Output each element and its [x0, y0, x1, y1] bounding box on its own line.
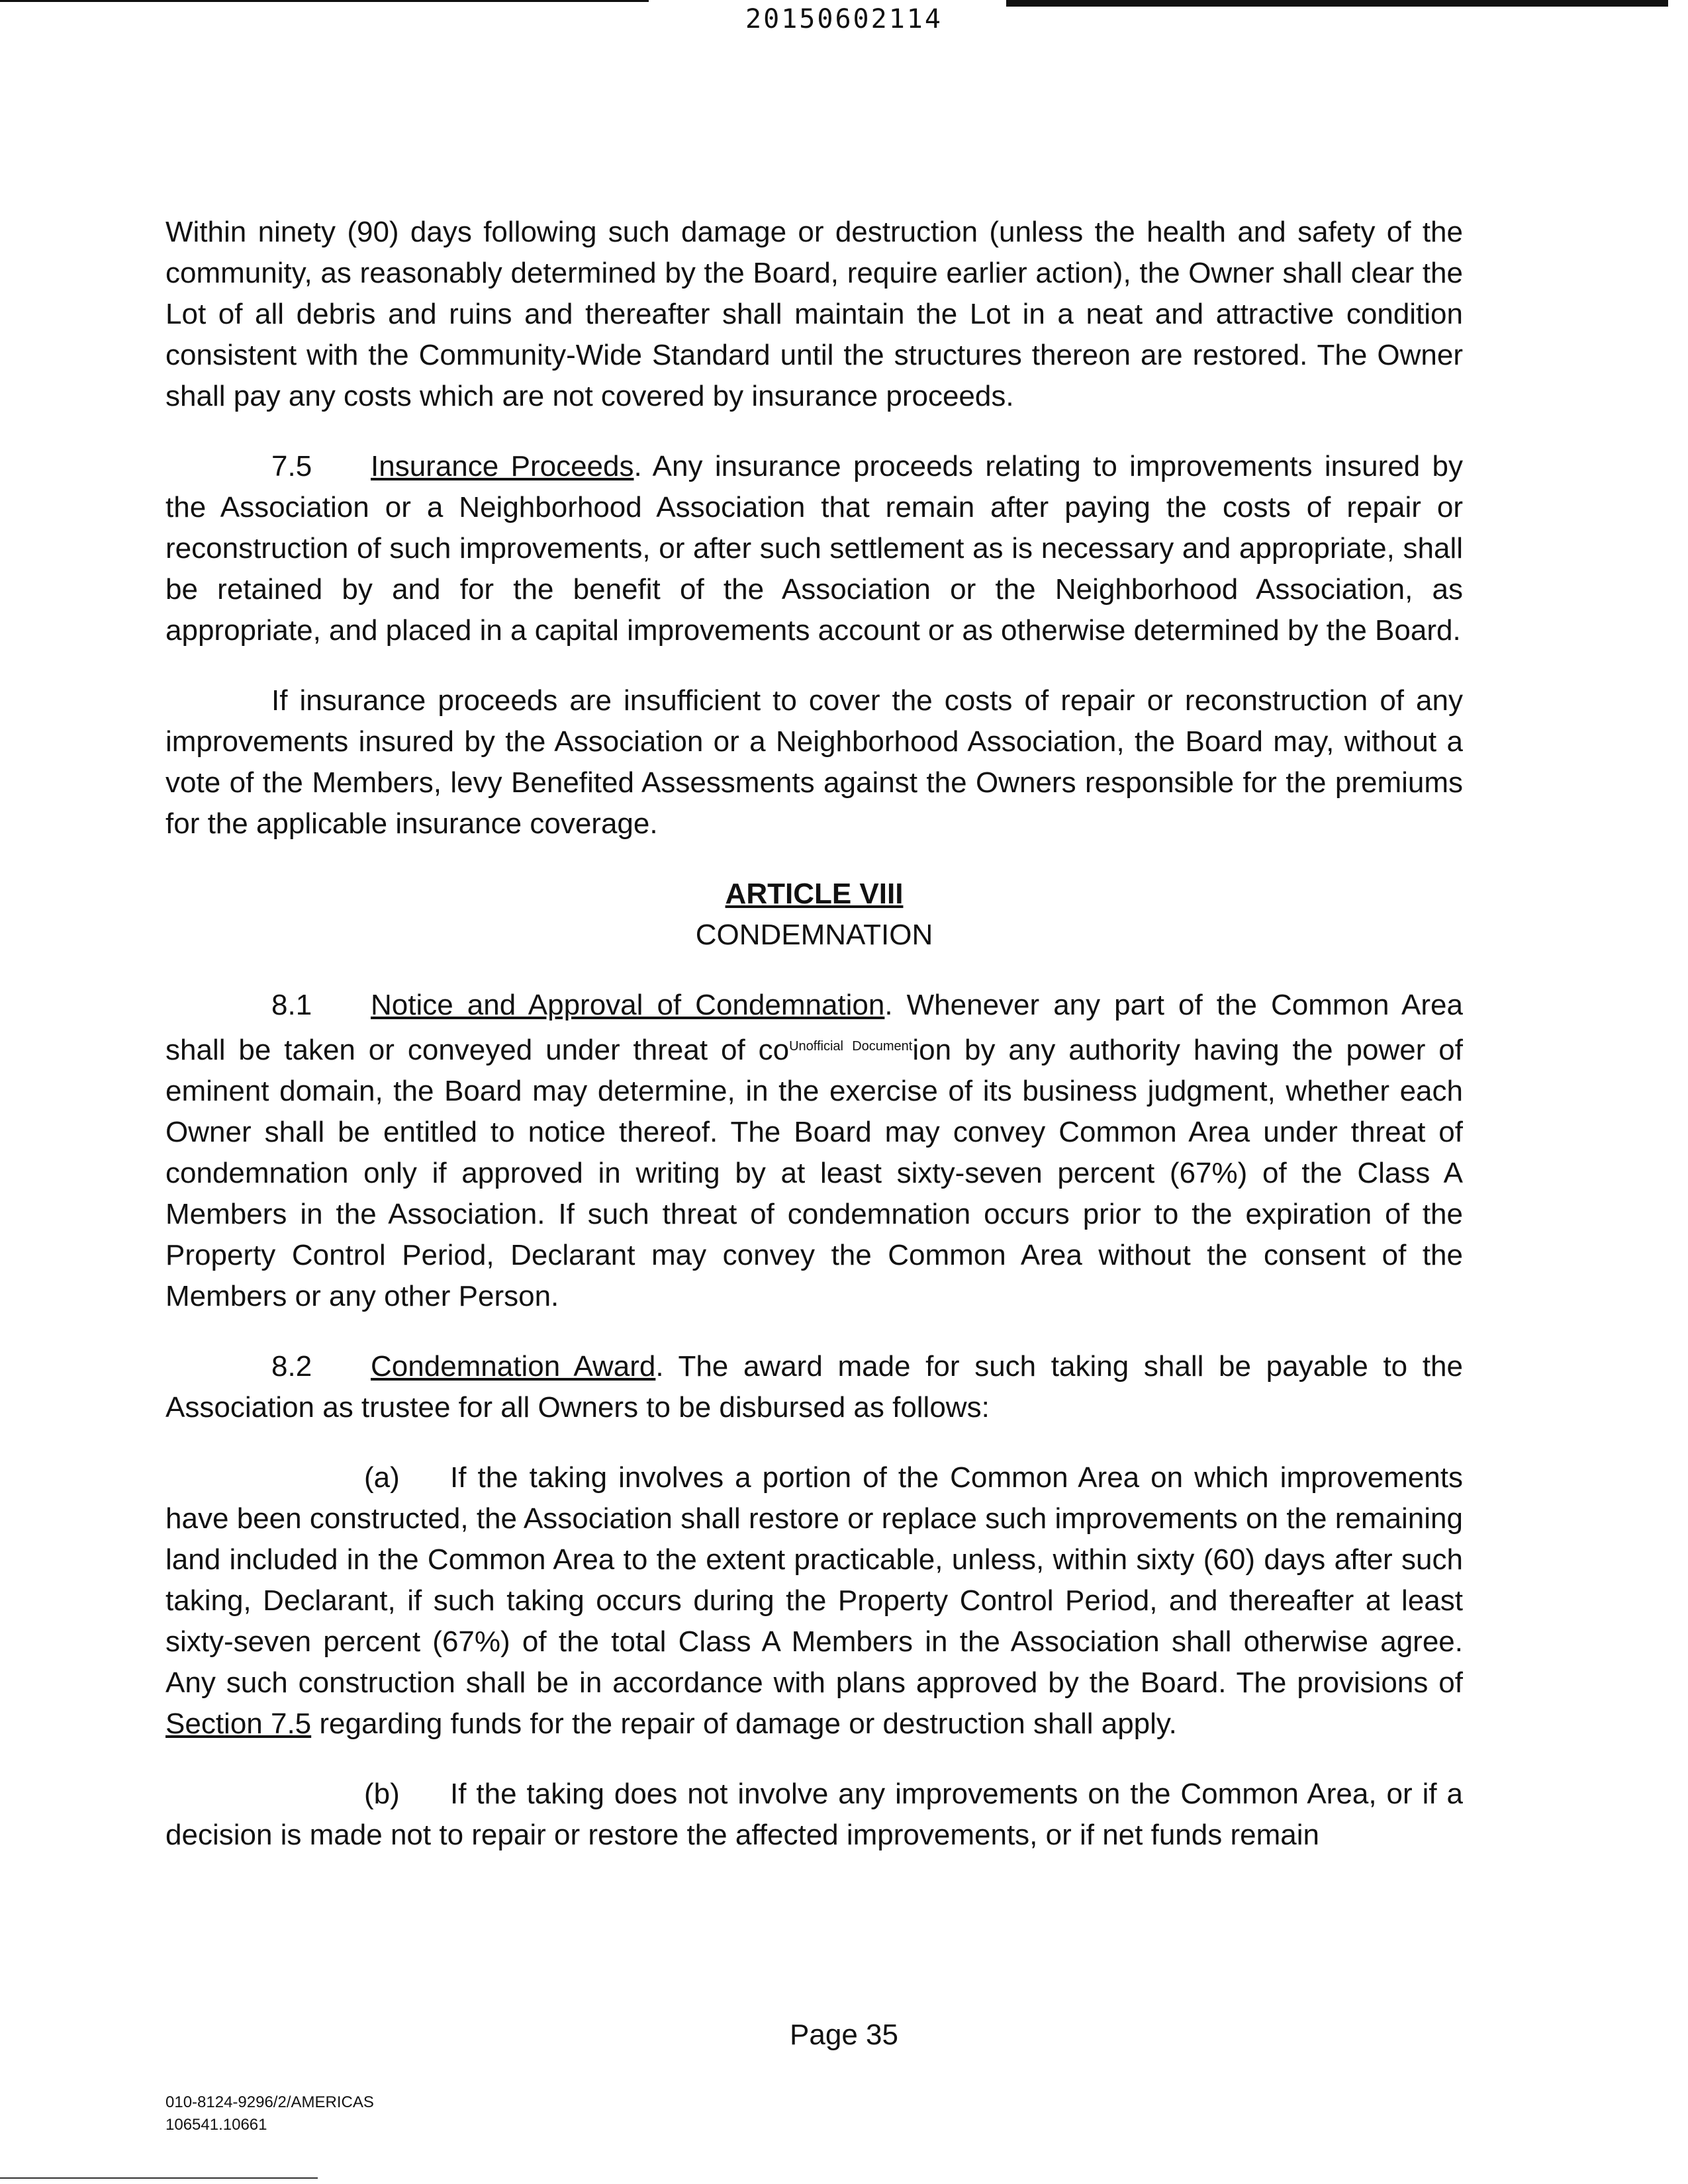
section-8-1: [165, 985, 1463, 1317]
section-text-continued: ion by any authority having the power of eminent domain, the Board may determine, in the exercise of its business judgment, whether each Owner shall be entitled to notice thereof. The Board may convey Common Area under threat of condemnation only if approved in writing by at least sixty-seven percent (67%) of the Class A Members in the Association. If such threat of condemnation occurs prior to the expiration of the Property Control Period, Declarant may convey the Common Area without the consent of the Members or any other Person.: [165, 1034, 1463, 1312]
section-number: 8.2: [271, 1350, 312, 1383]
section-7-5: [165, 446, 1463, 651]
document-id-line1: 010-8124-9296/2/AMERICAS: [165, 2093, 374, 2111]
section-text: . The award made for such taking shall be payable to the Association as trustee for all Owners to be disbursed as follows:: [165, 1350, 1463, 1424]
recording-number: 20150602114: [745, 4, 943, 34]
subsection-b: [165, 1774, 1463, 1856]
subsection-text: If the taking does not involve any improvements on the Common Area, or if a decision is made not to repair or restore the affected improvements, or if net funds remain: [165, 1778, 1463, 1851]
bottom-border: [0, 2177, 318, 2179]
document-id: [165, 2091, 374, 2136]
unofficial-watermark: Unofficial Document: [789, 1039, 913, 1054]
section-8-2: [165, 1346, 1463, 1428]
article-title: ARTICLE VIII: [725, 878, 904, 910]
top-border-left: [0, 0, 649, 2]
subsection-label: (a): [364, 1461, 400, 1494]
section-number: 7.5: [271, 450, 312, 482]
document-id-line2: 106541.10661: [165, 2116, 267, 2134]
paragraph-damage-cleanup: Within ninety (90) days following such damage or destruction (unless the health and safety of the community, as reasonably determined by the Board, require earlier action), the Owner shall clear the Lot of all debris and ruins and thereafter shall maintain the Lot in a neat and attractive condition consistent with the Community-Wide Standard until the structures thereon are restored. The Owner shall pay any costs which are not covered by insurance proceeds.: [165, 216, 1463, 412]
article-subtitle: CONDEMNATION: [695, 919, 933, 951]
section-text: . Whenever any part of the Common Area shall be taken or conveyed under threat of co: [165, 989, 1463, 1066]
page-number: Page 35: [790, 2019, 898, 2051]
section-text: . Any insurance proceeds relating to improvements insured by the Association or a Neighborhood Association that remain after paying the costs of repair or reconstruction of such improvements, or after such settlement as is necessary and appropriate, shall be retained by and for the benefit of the Association or the Neighborhood Association, as appropriate, and placed in a capital improvements account or as otherwise determined by the Board.: [165, 450, 1464, 647]
section-reference: Section 7.5: [165, 1707, 312, 1740]
subsection-text: If the taking involves a portion of the Common Area on which improvements have been constructed, the Association shall restore or replace such improvements on the remaining land included in the Common Area to the extent practicable, unless, within sixty (60) days after such taking, Declarant, if such taking occurs during the Property Control Period, and thereafter at least sixty-seven percent (67%) of the total Class A Members in the Association shall otherwise agree. Any such construction shall be in accordance with plans approved by the Board. The provisions of: [165, 1461, 1463, 1699]
section-heading: Insurance Proceeds: [371, 450, 634, 482]
subsection-label: (b): [364, 1778, 400, 1810]
section-number: 8.1: [271, 989, 312, 1021]
subsection-a: [165, 1457, 1463, 1745]
subsection-text-continued: regarding funds for the repair of damage or destruction shall apply.: [311, 1707, 1177, 1740]
paragraph-insufficient-proceeds: If insurance proceeds are insufficient to cover the costs of repair or reconstruction of any improvements insured by the Association or a Neighborhood Association, the Board may, without a vote of the Members, levy Benefited Assessments against the Owners responsible for the premiums for the applicable insurance coverage.: [165, 684, 1463, 840]
section-heading: Notice and Approval of Condemnation: [371, 989, 885, 1021]
document-body: [165, 212, 1463, 1885]
section-heading: Condemnation Award: [371, 1350, 656, 1383]
